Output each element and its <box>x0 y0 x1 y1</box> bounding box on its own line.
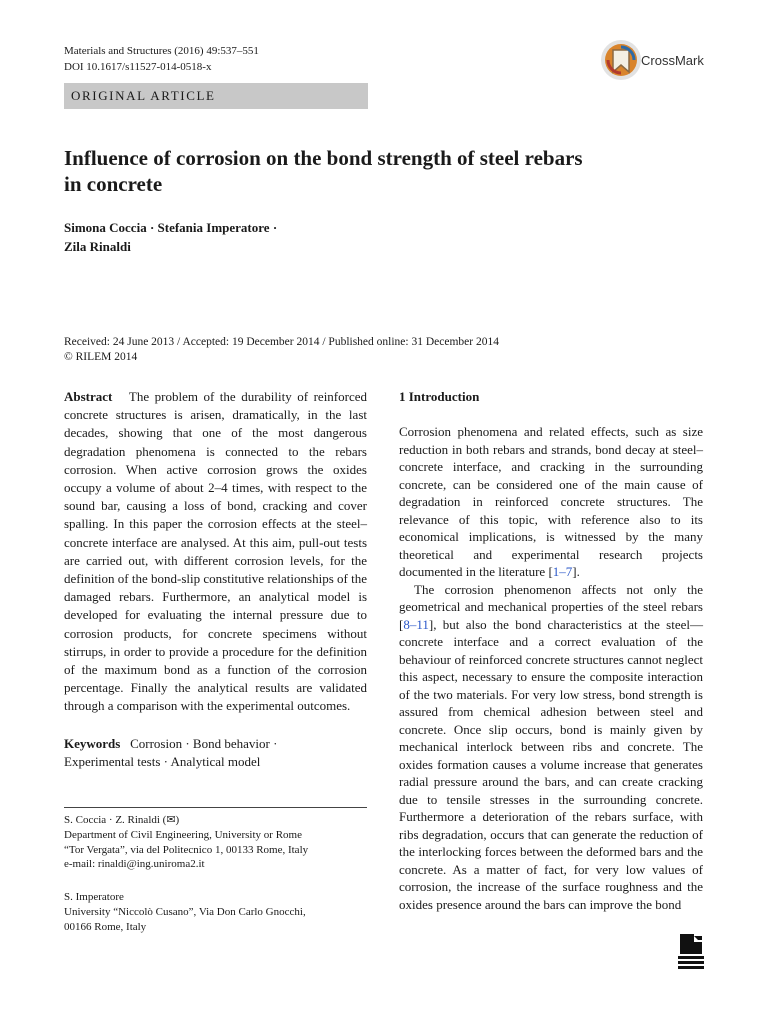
keywords-line-1: Corrosion · Bond behavior · <box>130 736 278 751</box>
affil-email[interactable]: e-mail: rinaldi@ing.uniroma2.it <box>64 858 205 871</box>
footnote-divider <box>64 807 367 808</box>
title-line-1: Influence of corrosion on the bond strength of steel rebars <box>64 146 583 170</box>
affil-dept: Department of Civil Engineering, University or Rome <box>64 828 302 841</box>
title-line-2: in concrete <box>64 172 163 196</box>
intro-p1-text: Corrosion phenomena and related effects, such as size reduction in both rebars and strands, bond decay at steel–concrete interface, and cracking in the surrounding concrete, can be considered one of the main cause of degradation in reinforced concrete structures. The relevance of this topic, with reference also to its economical implications, is witnessed by the many theoretical and experimental research projects documented in the literature [ <box>399 424 703 579</box>
article-type-banner <box>64 83 368 109</box>
dates-line: Received: 24 June 2013 / Accepted: 19 December 2014 / Published online: 31 December 2014 <box>64 336 499 348</box>
intro-p2-text: The corrosion phenomenon affects not only the geometrical and mechanical properties of the steel rebars [ <box>399 581 703 632</box>
keywords <box>64 735 367 771</box>
copyright: © RILEM 2014 <box>64 351 138 363</box>
section-heading-introduction: 1 Introduction <box>399 389 480 404</box>
affil-address-1: “Tor Vergata”, via del Politecnico 1, 00133 Rome, Italy <box>64 843 309 856</box>
publication-dates <box>64 335 499 365</box>
intro-p2-rest: ], but also the bond characteristics at the steel—concrete interface and a correct evaluation of the behaviour of reinforced concrete structures cannot neglect this aspect, necessary to ensure the composite interaction of the two materials. For very low stress, bond strength is assured from chemical adhesion between steel and concrete. Once slip occurs, bond is mainly given by mechanical interlock between ribs and concrete. The oxides formation causes a volume increase that generates radial pressure around the bars, and can create cracking due to tensile stresses in the surrounding concrete. Furthermore a deterioration of the rebars surface, with ribs degradation, occurs that can generate the reduction of the interlocking forces between the deformed bars and the concrete. As a matter of fact, for very low values of corrosion, the increase of the surface roughness and the oxides presence around the bars can improve the bond <box>399 616 703 912</box>
authors-line-2: Zila Rinaldi <box>64 239 131 254</box>
affil-address-2: 00166 Rome, Italy <box>64 920 147 933</box>
crossmark-label: CrossMark <box>641 53 704 68</box>
abstract <box>64 388 367 716</box>
intro-paragraph-2 <box>399 581 703 914</box>
affil-authors-2: S. Imperatore <box>64 891 124 904</box>
keywords-heading: Keywords <box>64 736 121 751</box>
crossmark-icon <box>600 39 642 81</box>
journal-header <box>64 43 259 75</box>
citation-link[interactable]: 1–7 <box>552 564 573 579</box>
article-title <box>64 145 684 197</box>
article-type-label: ORIGINAL ARTICLE <box>71 88 216 103</box>
journal-citation: Materials and Structures (2016) 49:537–551 <box>64 45 259 57</box>
keywords-line-2: Experimental tests · Analytical model <box>64 754 261 770</box>
affil-university: University “Niccolò Cusano”, Via Don Carlo Gnocchi, <box>64 905 306 918</box>
affil-authors-1: S. Coccia · Z. Rinaldi (✉) <box>64 814 180 826</box>
rilem-logo <box>678 934 704 970</box>
doi[interactable]: DOI 10.1617/s11527-014-0518-x <box>64 61 212 73</box>
intro-paragraph-1 <box>399 423 703 581</box>
citation-link[interactable]: 8–11 <box>403 616 429 632</box>
author-list <box>64 218 277 256</box>
affiliations <box>64 813 367 935</box>
crossmark-badge[interactable] <box>600 39 710 81</box>
abstract-heading: Abstract <box>64 389 113 404</box>
introduction-body <box>399 423 703 913</box>
abstract-text: The problem of the durability of reinforced concrete structures is arisen, dramatically, in the last decades, showing that one of the most dangerous degradation phenomena is connected to the rebars corrosion. When active corrosion grows the oxides occupy a volume of about 2–4 times, with respect to the sound bar, causing a loss of bond, cracking and cover spalling. In this paper the corrosion effects at the steel–concrete interface are analysed. At this aim, pull-out tests are carried out, with different corrosion levels, for the definition of the bond-slip constitutive relationships of the damaged rebars. Furthermore, an analytical model is developed for evaluating the internal pressure due to corrosion products, for concrete specimens without stirrups, in order to provide a procedure for the definition of the maximum bond as a function of the corrosion percentage. Finally the analytical results are validated through a comparison with the experimental outcomes. <box>64 389 368 714</box>
authors-line-1: Simona Coccia · Stefania Imperatore · <box>64 220 278 235</box>
intro-p1-end: ]. <box>572 564 580 579</box>
